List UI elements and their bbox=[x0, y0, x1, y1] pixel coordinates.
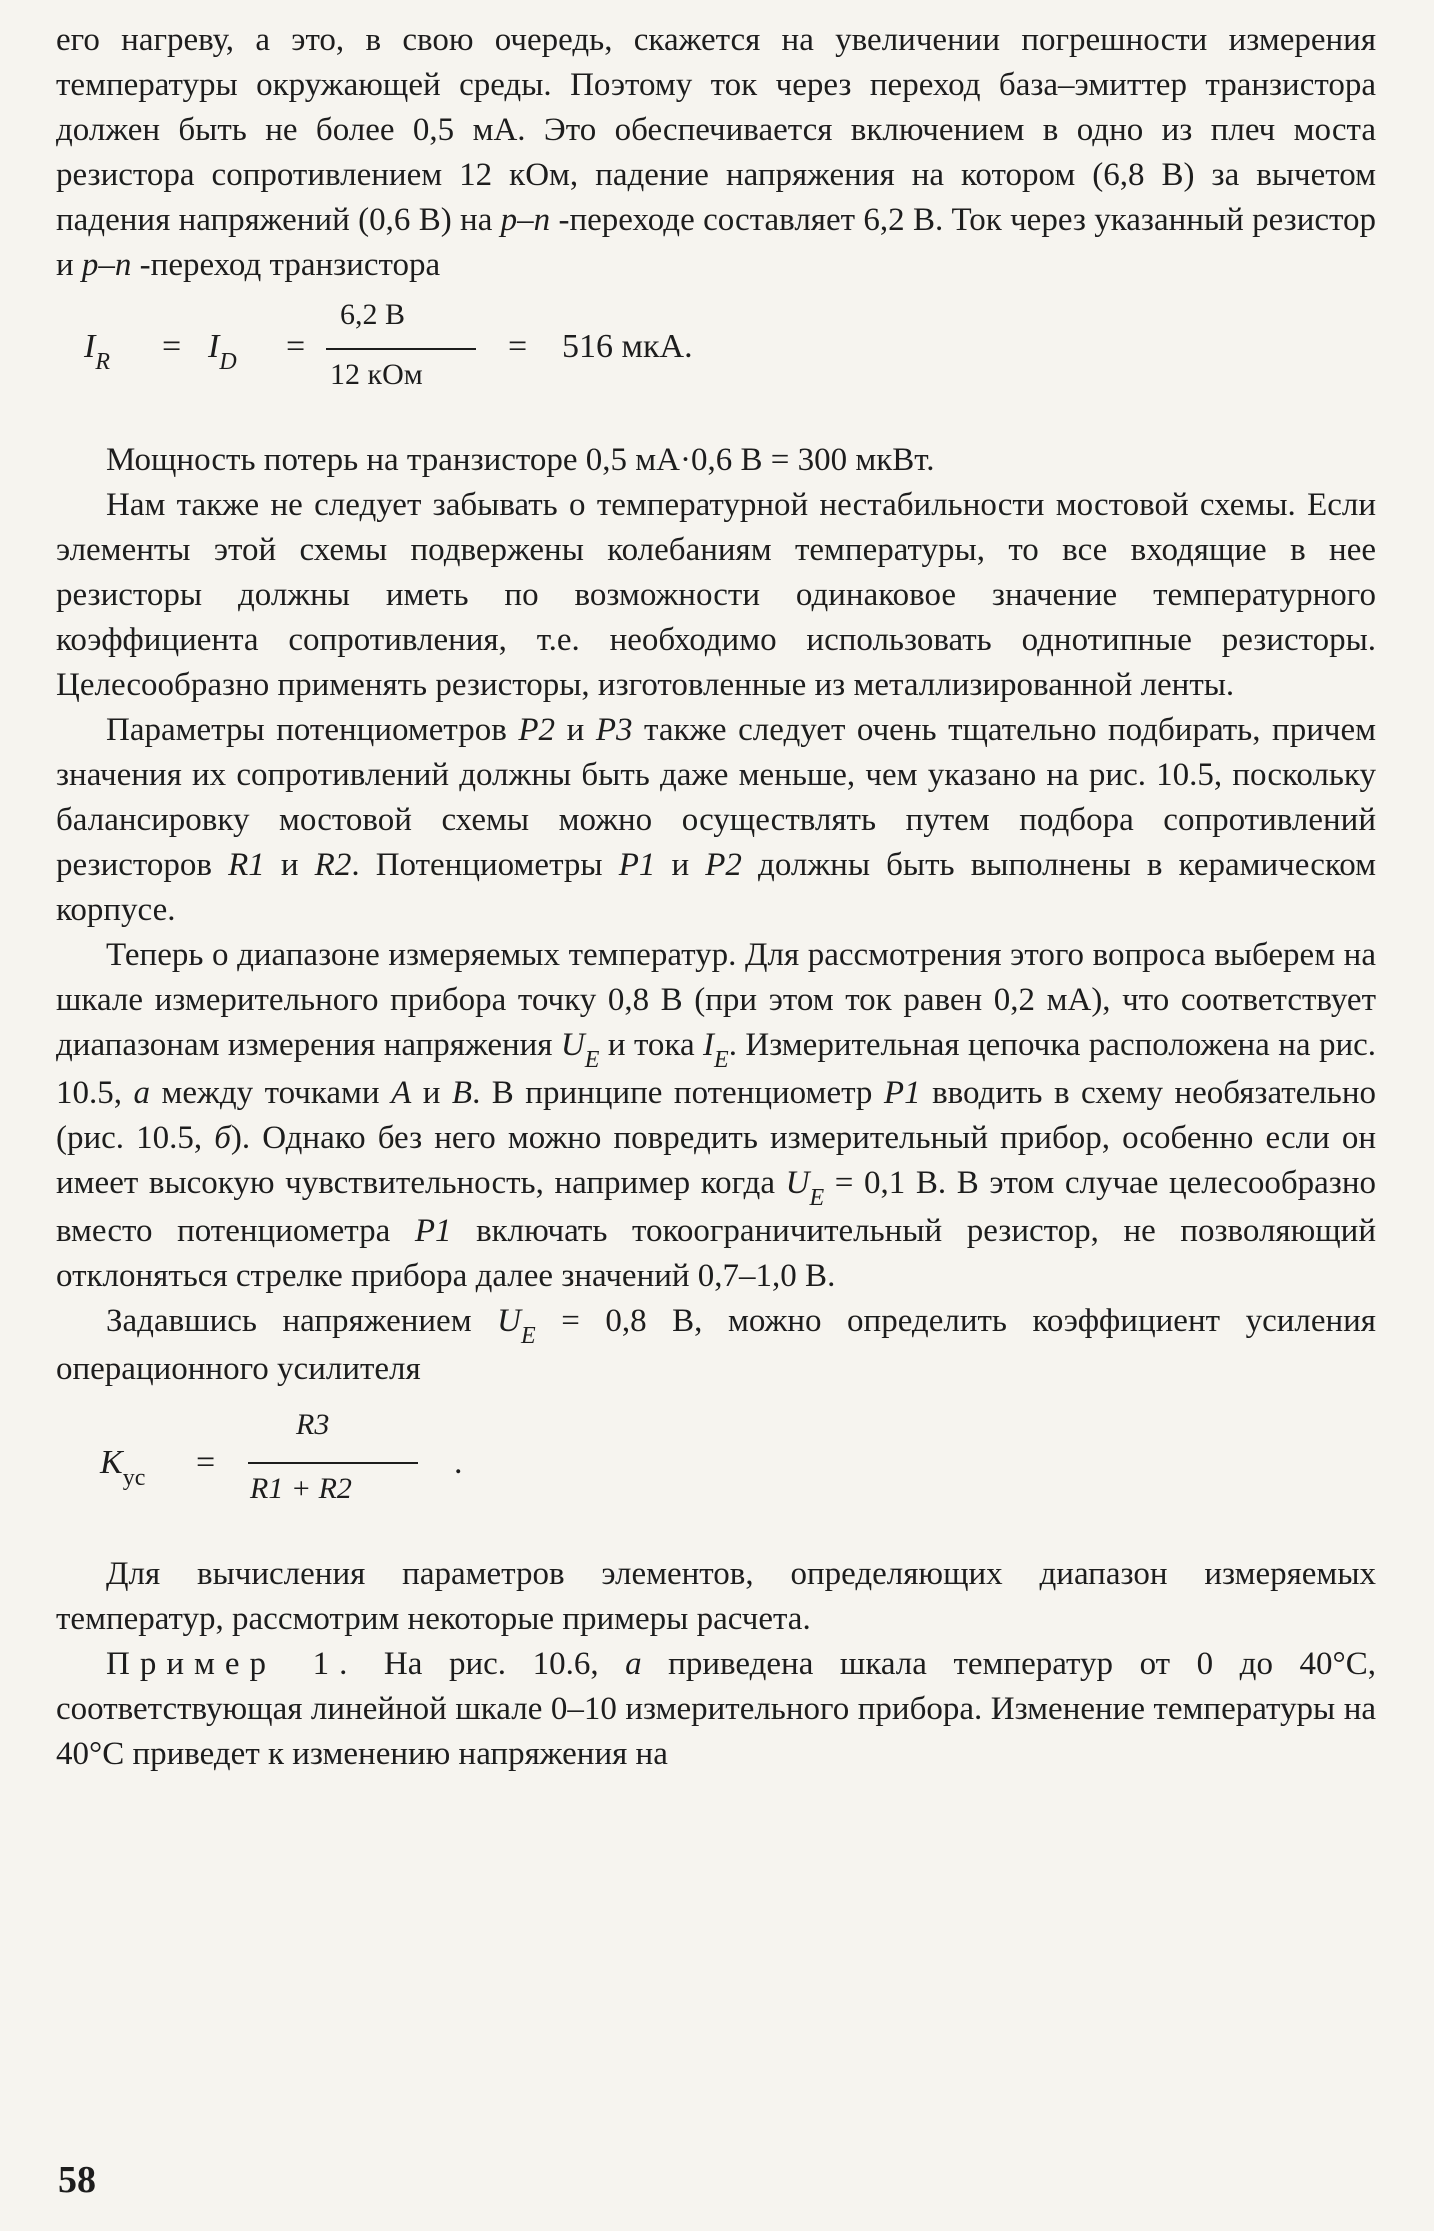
paragraph-5: Теперь о диапазоне измеряемых температур. Для рассмотрения этого вопроса выберем на шкале измерительного прибора точку 0,8 В (при этом ток равен 0,2 мА), что соответствует диапазонам измерения напряжения $U_E$ и тока $I_E$. Измерительная цепочка расположена на рис. 10.5, а между точками A и B. В принципе потенциометр P1 вводить в схему необязательно (рис. 10.5, б). Однако без него можно повредить измерительный прибор, особенно если он имеет высокую чувствительность, например когда $U_E = 0,1$ В. В этом случае целесообразно вместо потенциометра P1 включать токоограничительный резистор, не позволяющий отклоняться стрелке прибора далее значений 0,7–1,0 В. bbox=[56, 937, 1377, 1294]
fraction-denominator: 12 кОм bbox=[330, 358, 423, 391]
fraction-numerator: R3 bbox=[296, 1408, 330, 1441]
fraction-line bbox=[248, 1462, 418, 1464]
paragraph-6: Задавшись напряжением $U_E = 0,8$ В, можно определить коэффициент усиления операционного усилителя bbox=[56, 1303, 1376, 1387]
paragraph-4: Параметры потенциометров P2 и P3 также следует очень тщательно подбирать, причем значения их сопротивлений должны быть даже меньше, чем указано на рис. 10.5, поскольку балансировку мостовой схемы можно осуществлять путем подбора сопротивлений резисторов R1 и R2. Потенциометры P1 и P2 должны быть выполнены в керамическом корпусе. bbox=[56, 712, 1376, 928]
example-label: Пример 1. bbox=[106, 1646, 358, 1682]
fraction-line bbox=[326, 348, 476, 350]
paragraph-8: Пример 1. На рис. 10.6, а приведена шкала температур от 0 до 40°С, соответствующая линейной шкале 0–10 измерительного прибора. Изменение температуры на 40°С приведет к изменению напряжения на bbox=[56, 1646, 1376, 1772]
paragraph-2: Мощность потерь на транзисторе 0,5 мА·0,6 В = 300 мкВт. bbox=[106, 442, 935, 478]
paragraph-7: Для вычисления параметров элементов, определяющих диапазон измеряемых температур, рассмотрим некоторые примеры расчета. bbox=[56, 1556, 1376, 1637]
fraction-numerator: 6,2 В bbox=[340, 298, 406, 331]
fraction-denominator: R1 + R2 bbox=[250, 1472, 352, 1505]
page-number: 58 bbox=[58, 2159, 96, 2201]
paragraph-1: его нагреву, а это, в свою очередь, скажется на увеличении погрешности измерения температуры окружающей среды. Поэтому ток через переход база–эмиттер транзистора должен быть не более 0,5 мА. Это обеспечивается включением в одно из плеч моста резистора сопротивлением 12 кОм, падение напряжения на котором (6,8 В) за вычетом падения напряжений (0,6 В) на p–n -переходе составляет 6,2 В. Ток через указанный резистор и p–n -переход транзистора bbox=[56, 22, 1376, 283]
paragraph-3: Нам также не следует забывать о температурной нестабильности мостовой схемы. Если элементы этой схемы подвержены колебаниям температуры, то все входящие в нее резисторы должны иметь по возможности одинаковое значение температурного коэффициента сопротивления, т.е. необходимо использовать однотипные резисторы. Целесообразно применять резисторы, изготовленные из металлизированной ленты. bbox=[56, 487, 1376, 703]
formula-result: 516 мкА. bbox=[562, 328, 693, 365]
text-column bbox=[56, 18, 1376, 1777]
formula-current: $I_R$ = $I_D$ = 6,2 В 12 кОм = 516 мкА. bbox=[84, 298, 693, 391]
formula-gain: $K_{ус}$ = R3 R1 + R2 . bbox=[100, 1408, 463, 1505]
